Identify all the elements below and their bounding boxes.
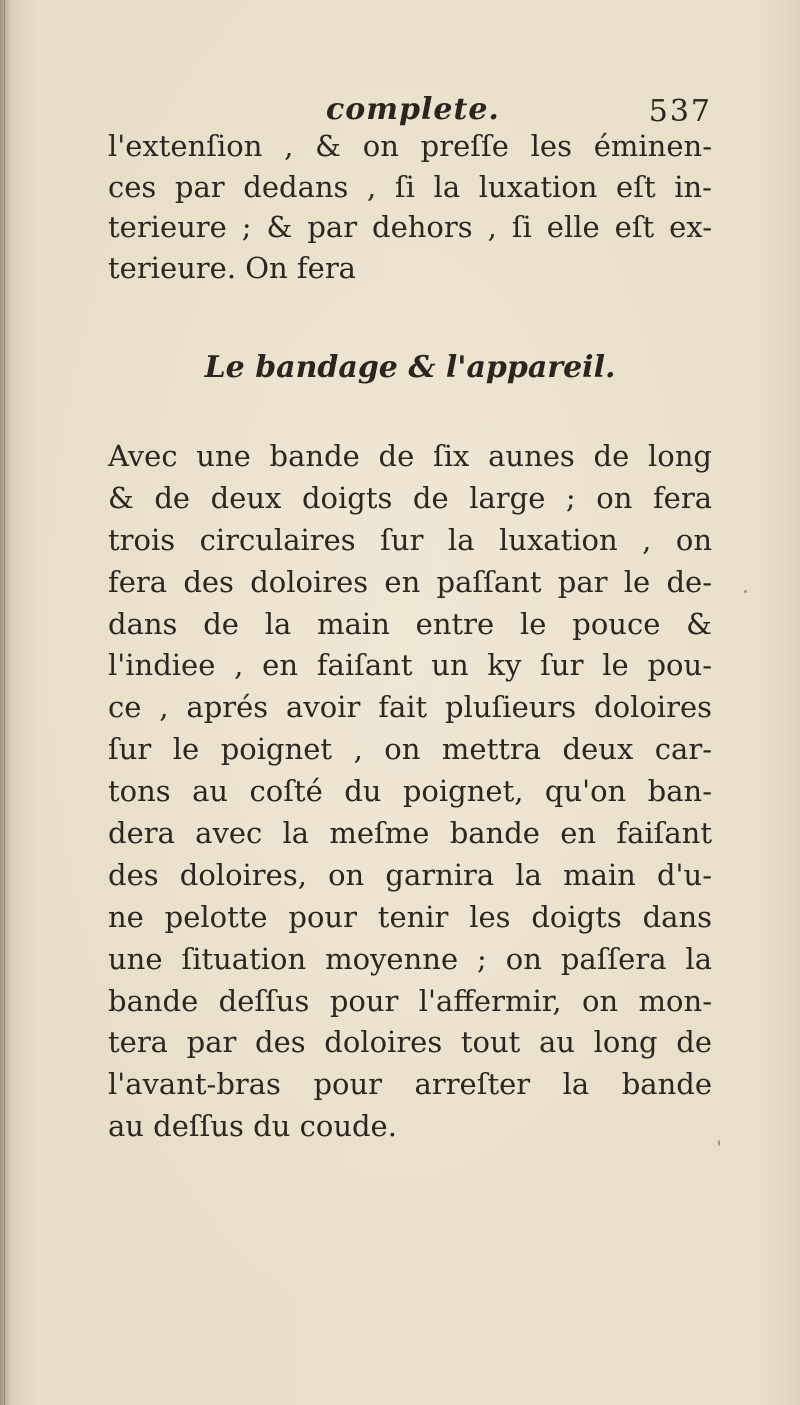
text-line: dans de la main entre le pouce & [108, 606, 712, 641]
page-binding-edge [0, 0, 10, 1405]
text-line: terieure ; & par dehors , ſi elle eſt ex- [108, 210, 712, 244]
text-line: l'indiee , en faiſant un ky ſur le pou- [108, 648, 712, 683]
paragraph-continued [108, 126, 712, 288]
paragraph-bandage [108, 436, 712, 1148]
text-line: des doloires, on garnira la main d'u- [108, 857, 712, 892]
text-line: tons au coſté du poignet, qu'on ban- [108, 774, 712, 809]
text-line: l'extenſion , & on preſſe les éminen- [108, 129, 712, 163]
paper-speck [744, 590, 747, 593]
section-heading: Le bandage & l'appareil. [204, 350, 616, 385]
text-line: dera avec la meſme bande en faiſant [108, 816, 712, 851]
text-line: l'avant-bras pour arreſter la bande [108, 1067, 712, 1102]
text-line: terieure. On fera [108, 250, 356, 285]
text-line: fera des doloires en paſſant par le de- [108, 564, 712, 599]
text-line: au deſſus du coude. [108, 1109, 397, 1144]
text-line: & de deux doigts de large ; on fera [108, 480, 712, 515]
text-line: Avec une bande de ſix aunes de long [108, 439, 712, 473]
page-number: 537 [648, 94, 712, 129]
text-line: bande deſſus pour l'affermir, on mon- [108, 983, 712, 1018]
text-line: une ſituation moyenne ; on paſſera la [108, 941, 712, 976]
text-line: ces par dedans , ſi la luxation eſt in- [108, 169, 712, 204]
text-line: ſur le poignet , on mettra deux car- [108, 732, 712, 767]
text-line: trois circulaires ſur la luxation , on [108, 522, 712, 557]
paper-speck [718, 1140, 720, 1146]
text-line: ne pelotte pour tenir les doigts dans [108, 899, 712, 934]
page-binding-line [4, 0, 5, 1405]
text-line: tera par des doloires tout au long de [108, 1025, 712, 1060]
running-title: complete. [326, 92, 500, 127]
text-line: ce , aprés avoir fait pluſieurs doloires [108, 690, 712, 725]
